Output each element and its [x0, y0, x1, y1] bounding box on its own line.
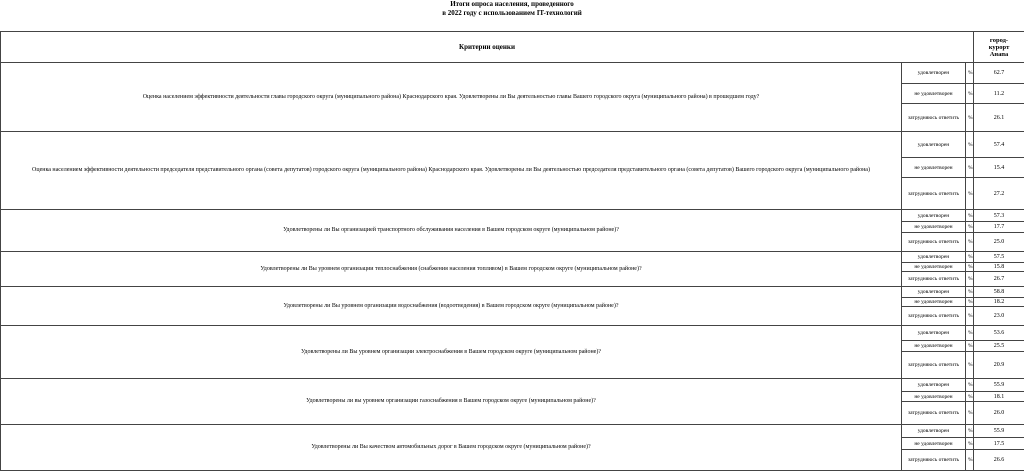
- answer-option: удовлетворен: [902, 132, 966, 158]
- question-text: Удовлетворены ли Вы уровнем организации теплоснабжения (снабжения населения топливом) в Вашем городском округе (муниципальном районе)?: [1, 252, 902, 287]
- answer-value: 18.1: [974, 392, 1024, 402]
- unit-percent: %: [966, 352, 974, 379]
- answer-value: 57.5: [974, 252, 1024, 263]
- answer-option: не удовлетворен: [902, 392, 966, 402]
- answer-value: 20.9: [974, 352, 1024, 379]
- unit-percent: %: [966, 104, 974, 132]
- table-row: [1, 63, 1024, 84]
- title-line-2: в 2022 году с использованием IT-технологий: [0, 9, 1024, 18]
- answer-option: затрудняюсь ответить: [902, 402, 966, 425]
- answer-option: не удовлетворен: [902, 158, 966, 178]
- answer-option: удовлетворен: [902, 63, 966, 84]
- answer-option: затрудняюсь ответить: [902, 352, 966, 379]
- question-text: Оценка населением эффективности деятельности председателя представительного органа (совета депутатов) городского округа (муниципального района) Краснодарского края. Удовлетворены ли Вы деятельностью председателя представительного органа (совета депутатов) Вашего городского округа (муниципального района): [1, 132, 902, 210]
- question-text: Удовлетворены ли Вы качеством автомобильных дорог в Вашем городском округе (муниципальном районе)?: [1, 425, 902, 471]
- answer-option: не удовлетворен: [902, 438, 966, 450]
- unit-percent: %: [966, 287, 974, 298]
- page-title: [0, 0, 1024, 22]
- table-row: [1, 210, 1024, 222]
- unit-percent: %: [966, 450, 974, 471]
- city-header: [974, 32, 1024, 63]
- table-row: [1, 379, 1024, 392]
- survey-body: [1, 63, 1024, 471]
- answer-option: удовлетворен: [902, 210, 966, 222]
- answer-option: удовлетворен: [902, 287, 966, 298]
- unit-percent: %: [966, 84, 974, 104]
- unit-percent: %: [966, 392, 974, 402]
- answer-value: 26.1: [974, 104, 1024, 132]
- table-row: [1, 132, 1024, 158]
- answer-option: не удовлетворен: [902, 341, 966, 352]
- city-header-line-1: город-: [976, 37, 1022, 44]
- question-text: Удовлетворены ли Вы уровнем организации водоснабжения (водоотведения) в Вашем городском округе (муниципальном районе)?: [1, 287, 902, 326]
- unit-percent: %: [966, 63, 974, 84]
- answer-value: 23.0: [974, 307, 1024, 326]
- unit-percent: %: [966, 252, 974, 263]
- unit-percent: %: [966, 307, 974, 326]
- answer-value: 17.7: [974, 222, 1024, 233]
- unit-percent: %: [966, 222, 974, 233]
- question-text: Удовлетворены ли Вы организацией транспортного обслуживания населения в Вашем городском округе (муниципальном районе)?: [1, 210, 902, 252]
- answer-option: не удовлетворен: [902, 298, 966, 307]
- answer-option: затрудняюсь ответить: [902, 233, 966, 252]
- answer-value: 58.8: [974, 287, 1024, 298]
- answer-value: 55.9: [974, 379, 1024, 392]
- table-row: [1, 326, 1024, 341]
- answer-value: 57.4: [974, 132, 1024, 158]
- answer-value: 25.5: [974, 341, 1024, 352]
- answer-option: затрудняюсь ответить: [902, 307, 966, 326]
- city-header-line-3: Анапа: [976, 51, 1022, 58]
- title-line-1: Итоги опроса населения, проведенного: [0, 0, 1024, 9]
- answer-value: 62.7: [974, 63, 1024, 84]
- unit-percent: %: [966, 298, 974, 307]
- answer-option: удовлетворен: [902, 326, 966, 341]
- answer-value: 27.2: [974, 178, 1024, 210]
- question-text: Оценка населением эффективности деятельности главы городского округа (муниципального района) Краснодарского края. Удовлетворены ли Вы деятельностью главы Вашего городского округа (муниципального района) в прошедшем году?: [1, 63, 902, 132]
- unit-percent: %: [966, 178, 974, 210]
- answer-option: затрудняюсь ответить: [902, 450, 966, 471]
- answer-value: 25.0: [974, 233, 1024, 252]
- answer-value: 53.6: [974, 326, 1024, 341]
- answer-value: 26.7: [974, 272, 1024, 287]
- question-text: Удовлетворены ли вы уровнем организации газоснабжения в Вашем городском округе (муниципальном районе)?: [1, 379, 902, 425]
- unit-percent: %: [966, 326, 974, 341]
- answer-option: удовлетворен: [902, 252, 966, 263]
- city-header-line-2: курорт: [976, 44, 1022, 51]
- unit-percent: %: [966, 263, 974, 272]
- unit-percent: %: [966, 132, 974, 158]
- answer-option: удовлетворен: [902, 425, 966, 438]
- survey-table: [0, 31, 1024, 471]
- answer-option: не удовлетворен: [902, 84, 966, 104]
- unit-percent: %: [966, 158, 974, 178]
- answer-value: 18.2: [974, 298, 1024, 307]
- table-header-row: [1, 32, 1024, 63]
- criteria-header: Критерии оценки: [1, 32, 974, 63]
- unit-percent: %: [966, 341, 974, 352]
- answer-option: не удовлетворен: [902, 222, 966, 233]
- answer-value: 57.3: [974, 210, 1024, 222]
- table-row: [1, 425, 1024, 438]
- answer-value: 26.6: [974, 450, 1024, 471]
- unit-percent: %: [966, 379, 974, 392]
- unit-percent: %: [966, 233, 974, 252]
- answer-option: затрудняюсь ответить: [902, 104, 966, 132]
- unit-percent: %: [966, 425, 974, 438]
- answer-value: 17.5: [974, 438, 1024, 450]
- answer-option: не удовлетворен: [902, 263, 966, 272]
- question-text: Удовлетворены ли Вы уровнем организации электроснабжения в Вашем городском округе (муниципальном районе)?: [1, 326, 902, 379]
- table-row: [1, 252, 1024, 263]
- unit-percent: %: [966, 272, 974, 287]
- answer-value: 55.9: [974, 425, 1024, 438]
- answer-option: удовлетворен: [902, 379, 966, 392]
- answer-option: затрудняюсь ответить: [902, 178, 966, 210]
- unit-percent: %: [966, 210, 974, 222]
- answer-value: 15.4: [974, 158, 1024, 178]
- answer-value: 15.8: [974, 263, 1024, 272]
- answer-value: 11.2: [974, 84, 1024, 104]
- unit-percent: %: [966, 438, 974, 450]
- answer-option: затрудняюсь ответить: [902, 272, 966, 287]
- answer-value: 26.0: [974, 402, 1024, 425]
- table-row: [1, 287, 1024, 298]
- unit-percent: %: [966, 402, 974, 425]
